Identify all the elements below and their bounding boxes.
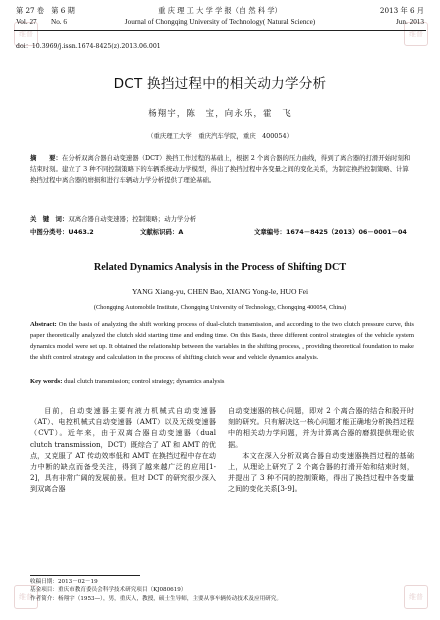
author-bio: 作者简介：杨翔宇（1953—），男，重庆人，教授，硕士生导师，主要从事车辆传动技术及应用研究。 (30, 595, 282, 602)
keywords-en-label: Key words: (30, 378, 63, 385)
authors-en: YANG Xiang-yu, CHEN Bao, XIANG Yong-le, HUO Fei (131, 287, 309, 296)
header-rule (14, 30, 426, 31)
keywords-en-text: dual clutch transmission; control strategy; dynamics analysis (64, 378, 225, 385)
body-left-column (30, 405, 216, 495)
keywords-en (30, 377, 414, 388)
doi: doi：10.3969/j.issn.1674-8425(z).2013.06.001 (16, 43, 161, 50)
watermark-stamp: 维普 (14, 22, 38, 46)
fund-project: 基金项目：重庆市教育委员会科学技术研究项目（KJ080619） (30, 587, 187, 594)
keywords-cn-text: 双离合器自动变速器；控制策略；动力学分析 (68, 215, 197, 223)
header-volume-en: Vol. 27 No. 6 (16, 18, 67, 26)
title-cn: DCT 换挡过程中的相关动力学分析 (113, 76, 327, 92)
received-date: 收稿日期：2013－02－19 (30, 579, 98, 585)
body-paragraph: 目前，自动变速器主要有液力机械式自动变速器（AT）、电控机械式自动变速器（AMT）以及无级变速器（CVT）。近年来，由于双离合器自动变速器（dual clutch transmission，DCT）既综合了 AT 和 AMT 的优点，又克服了 AT 传动效率低和 AMT 在换挡过程中存在动力中断的缺点而备受关注，得到了越来越广泛的应用[1-2]，具有非常广阔的发展前景。但对 DCT 的研究很少深入到双离合器 (30, 406, 216, 494)
header-volume-cn: 第 27 卷 第 6 期 (16, 6, 75, 15)
header-journal-en: Journal of Chongqing University of Technology( Natural Science) (124, 18, 316, 26)
watermark-stamp: 维普 (404, 22, 428, 46)
body-right-column (228, 405, 414, 495)
body-paragraph: 本文在深入分析双离合器自动变速器换挡过程的基础上，从理论上研究了 2 个离合器的打滑开始和结束时刻，并提出了 3 种不同的控制策略，得出了换挡过程中各变量之间的变化关系[3-9]。 (228, 450, 414, 494)
header-journal-cn: 重 庆 理 工 大 学 学 报（自 然 科 学） (158, 6, 282, 15)
watermark-stamp: 维普 (404, 585, 428, 609)
watermark-stamp: 维普 (14, 585, 38, 609)
abstract-cn-label: 摘 要： (30, 154, 62, 162)
body-paragraph: 自动变速器的核心问题，即对 2 个离合器的结合和脱开时刻的研究。只有解决这一核心问题才能正确地分析换挡过程中的相关动力学问题，并为计算离合器的磨损提供理论依据。 (228, 406, 414, 449)
title-en: Related Dynamics Analysis in the Process of Shifting DCT (93, 262, 347, 273)
abstract-en-label: Abstract: (30, 321, 57, 328)
abstract-en-text: On the basis of analyzing the shift working process of dual-clutch transmission, and according to the two clutch pressure curve, this paper theoretically analyzed the clutch skid starting time and ending time. On this Basis, three different control strategies of the vehicle system dynamics model were set up. It obtained the relationship between the variables in the shifting process, , providing theoretical foundation to make the shift control strategy and calculation in the process of shifting clutch wear and vehicle dynamics analysis. (30, 321, 414, 361)
footnote-rule (30, 575, 140, 576)
abstract-en (30, 320, 414, 364)
header-date-en: Jun. 2013 (396, 18, 424, 26)
footnotes (30, 578, 414, 603)
affiliation-cn: （重庆理工大学 重庆汽车学院，重庆 400054） (147, 132, 293, 140)
abstract-cn-text: 在分析双离合器自动变速器（DCT）换挡工作过程的基础上，根据 2 个离合器的压力曲线，得到了离合器的打滑开始时刻和结束时刻。建立了 3 种不同控制策略下的车辆系统动力学模型，得出了换挡过程中各变量之间的变化关系，为制定换挡控制策略、计算换挡过程中离合器的磨损和进行车辆动力学分析提供了理论基础。 (30, 154, 411, 184)
keywords-cn-label: 关 键 词： (30, 215, 69, 223)
abstract-cn (30, 153, 414, 186)
article-number: 文章编号：1674－8425（2013）06－0001－04 (254, 228, 407, 236)
header-date-cn: 2013 年 6 月 (379, 6, 424, 15)
clc-number: 中图分类号：U463.2 (30, 228, 94, 236)
authors-cn: 杨翔宇，陈 宝，向永乐，霍 飞 (148, 108, 292, 118)
affiliation-en: (Chongqing Automobile Institute, Chongqing University of Technology, Chongqing 400054, China) (93, 304, 347, 311)
keywords-cn (30, 214, 414, 225)
document-code: 文献标识码：A (140, 228, 184, 236)
